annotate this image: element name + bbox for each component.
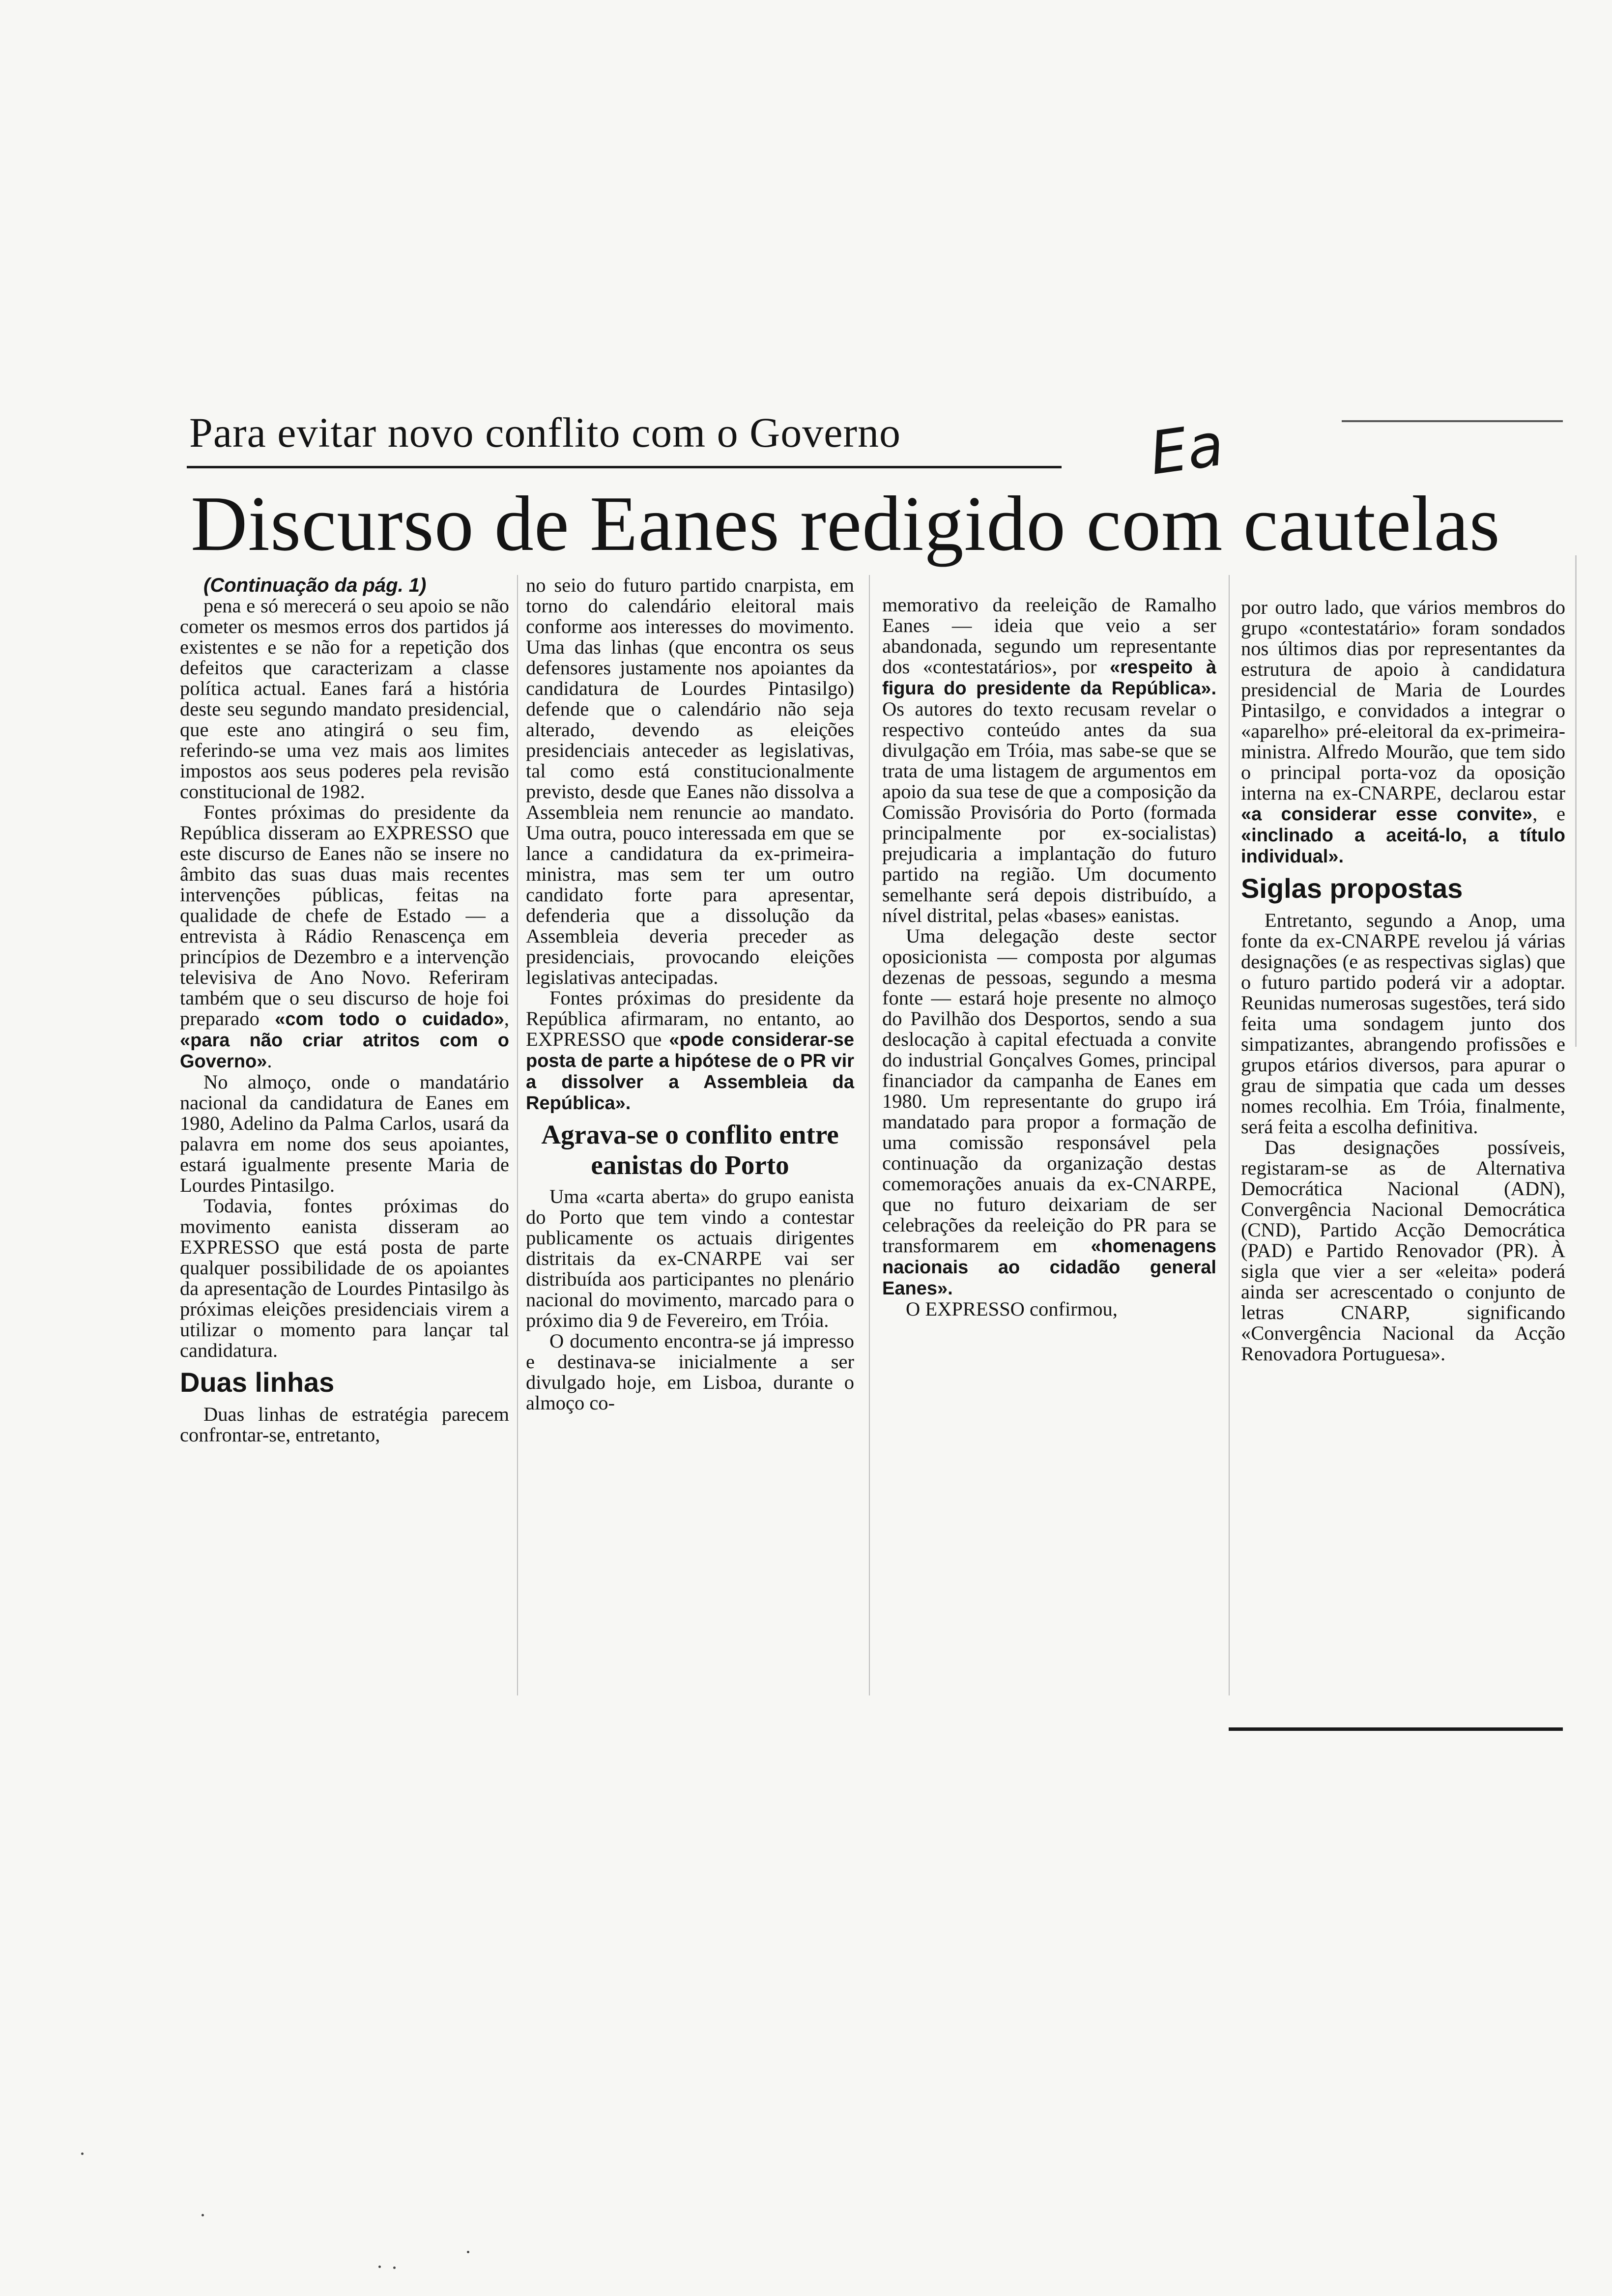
article-column-4 — [1241, 597, 1565, 1364]
top-rule-right — [1342, 420, 1563, 422]
paragraph: Das designações possíveis, registaram-se as de Alternativa Democrática Nacional (ADN), Convergência Nacional Democrática (CND), Partido Acção Democrática (PAD) e Partido Renovador (PR). À sigla que vier a ser «eleita» poderá ainda ser acrescentado o conjunto de letras CNARP, significando «Convergência Nacional da Acção Renovadora Portuguesa». — [1241, 1136, 1565, 1365]
quote-bold: «homenagens nacionais ao cidadão general Eanes». — [882, 1236, 1216, 1299]
closing-rule — [1229, 1727, 1563, 1731]
subheading: Siglas propostas — [1241, 873, 1463, 904]
paragraph-text: Fontes próximas do presidente da República disseram ao EXPRESSO que este discurso de Eanes não se insere no âmbito das suas duas mais recentes intervenções públicas, feitas na qualidade de chefe de Estado — a entrevista à Rádio Renascença em princípios de Dezembro e a intervenção televisiva de Ano Novo. Referiram também que o seu discurso de hoje foi preparado — [180, 801, 509, 1030]
paragraph: Todavia, fontes próximas do movimento eanista disseram ao EXPRESSO que está posta de parte qualquer possibilidade de os apoiantes da apresentação de Lourdes Pintasilgo às próximas eleições presidenciais virem a utilizar o momento para lançar tal candidatura. — [180, 1195, 509, 1361]
column-divider — [517, 575, 518, 1695]
paragraph-text: Fontes próximas do presidente da República afirmaram, no entanto, ao EXPRESSO que — [526, 987, 854, 1050]
scan-speck — [467, 2251, 469, 2253]
paragraph: pena e só merecerá o seu apoio se não cometer os mesmos erros dos partidos já existentes e se não for a repetição dos defeitos que caracterizam a classe política actual. Eanes fará a história deste seu segundo mandato presidencial, que este ano atingirá o seu fim, referindo-se uma vez mais aos limites impostos aos seus poderes pela revisão constitucional de 1982. — [180, 595, 509, 803]
paragraph — [526, 988, 854, 1114]
paragraph — [1241, 597, 1565, 867]
paragraph: Duas linhas de estratégia parecem confrontar-se, entretanto, — [180, 1403, 509, 1446]
paragraph — [882, 595, 1216, 926]
article-column-3 — [882, 595, 1216, 1320]
paragraph: Fontes próximas do presidente da República disseram ao EXPRESSO que este discurso de Eanes não se insere no âmbito das suas duas mais recentes intervenções públicas, feitas na qualidade de chefe de Estado — a entrevista à Rádio Renascença em princípios de Dezembro e a intervenção televisiva de Ano Novo. Referiram também que o seu discurso de hoje foi preparado «com todo o cuidado», «para não criar atritos com o Governo». — [180, 801, 510, 1072]
kicker-headline: Para evitar novo conflito com o Governo — [189, 409, 901, 456]
paragraph-text: Uma delegação deste sector oposicionista — composta por algumas dezenas de pessoas, segundo a mesma fonte — estará hoje presente no almoço do Pavilhão dos Desportos, sendo a sua deslocação à capital efectuada a convite do industrial Gonçalves Gomes, principal financiador da campanha de Eanes em 1980. Um representante do grupo irá mandatado para propor a formação de uma comissão responsável pela continuação da organização destas comemorações anuais da ex-CNARPE, que no futuro deixariam de ser celebrações da reeleição do PR para se transformarem em — [882, 925, 1216, 1257]
paragraph: O EXPRESSO confirmou, — [906, 1298, 1118, 1320]
paragraph: O documento encontra-se já impresso e destinava-se inicialmente a ser divulgado hoje, em Lisboa, durante o almoço co- — [526, 1330, 854, 1414]
quote-bold: «pode considerar-se posta de parte a hipótese de o PR vir a dissolver a Assembleia da República». — [526, 1030, 855, 1114]
subheading: Duas linhas — [180, 1367, 335, 1398]
paragraph-text: memorativo da reeleição de Ramalho Eanes — ideia que veio a ser abandonada, segundo um representante dos «contestatários», por — [882, 594, 1216, 678]
paragraph — [882, 926, 1216, 1299]
paragraph: No almoço, onde o mandatário nacional da candidatura de Eanes em 1980, Adelino da Palma Carlos, usará da palavra em nome dos seus apoiantes, estará igualmente presente Maria de Lourdes Pintasilgo. — [180, 1071, 509, 1196]
quote-bold: «inclinado a aceitá-lo, a título individual». — [1241, 825, 1565, 867]
paragraph-text: , e — [1532, 803, 1565, 825]
paragraph-text: por outro lado, que vários membros do grupo «contestatário» foram sondados nos últimos dias por representantes da estrutura de apoio à candidatura presidencial de Maria de Lourdes Pintasilgo, e convidados a integrar o «aparelho» pré-eleitoral da ex-primeira-ministra. Alfredo Mourão, que tem sido o principal porta-voz da oposição interna na ex-CNARPE, declarou estar — [1241, 596, 1565, 804]
subheading: Agrava-se o conflito entre eanistas do Porto — [541, 1119, 839, 1180]
main-headline: Discurso de Eanes redigido com cautelas — [191, 480, 1500, 567]
column-divider — [869, 575, 870, 1695]
paragraph: Entretanto, segundo a Anop, uma fonte da ex-CNARPE revelou já várias designações (e as respectivas siglas) que o futuro partido poderá vir a adoptar. Reunidas numerosas sugestões, terá sido feita uma sondagem junto dos simpatizantes, abrangendo profissões e grupos etários diversos, para apurar o grau de simpatia que cada um desses nomes recolhia. Em Tróia, finalmente, será feita a escolha definitiva. — [1241, 909, 1565, 1138]
article-column-2 — [526, 575, 854, 1413]
scan-speck — [202, 2214, 204, 2216]
quote-bold: «a considerar esse convite» — [1241, 804, 1533, 825]
column-divider — [1229, 575, 1230, 1695]
clipping-edge — [1575, 555, 1577, 1047]
article-column-1 — [180, 575, 509, 1445]
quote-bold: «com todo o cuidado» — [275, 1009, 504, 1030]
scan-speck — [378, 2266, 381, 2268]
continuation-note: (Continuação da pág. 1) — [203, 574, 427, 596]
paragraph: no seio do futuro partido cnarpista, em torno do calendário eleitoral mais conforme aos interesses do movimento. Uma das linhas (que encontra os seus defensores justamente nos apoiantes da candidatura de Lourdes Pintasilgo) defende que o calendário não seja alterado, devendo as eleições presidenciais anteceder as legislativas, tal como está constitucionalmente previsto, desde que Eanes não dissolva a Assembleia nem renuncie ao mandato. Uma outra, pouco interessada em que se lance a candidatura da ex-primeira-ministra, mas sem ter um outro candidato forte para apresentar, defenderia que a dissolução da Assembleia deveria preceder as presidenciais, provocando eleições legislativas antecipadas. — [526, 574, 854, 988]
scan-speck — [393, 2267, 396, 2269]
paragraph-text: Os autores do texto recusam revelar o respectivo conteúdo antes da sua divulgação em Tróia, mas sabe-se que se trata de uma listagem de argumentos em apoio da sua tese de que a composição da Comissão Provisória do Porto (formada principalmente por ex-socialistas) prejudicaria a implantação do futuro partido na região. Um documento semelhante será depois distribuído, a nível distrital, pelas «bases» eanistas. — [882, 698, 1216, 926]
kicker-underline — [187, 466, 1062, 468]
quote-bold: «para não criar atritos com o Governo» — [180, 1030, 509, 1072]
scan-speck — [81, 2152, 84, 2155]
handwritten-mark: Ea — [1145, 410, 1228, 488]
paragraph: Uma «carta aberta» do grupo eanista do Porto que tem vindo a contestar publicamente os actuais dirigentes distritais da ex-CNARPE vai ser distribuída aos participantes no plenário nacional do movimento, marcado para o próximo dia 9 de Fevereiro, em Tróia. — [526, 1185, 854, 1331]
quote-bold: «respeito à figura do presidente da República». — [882, 657, 1217, 699]
